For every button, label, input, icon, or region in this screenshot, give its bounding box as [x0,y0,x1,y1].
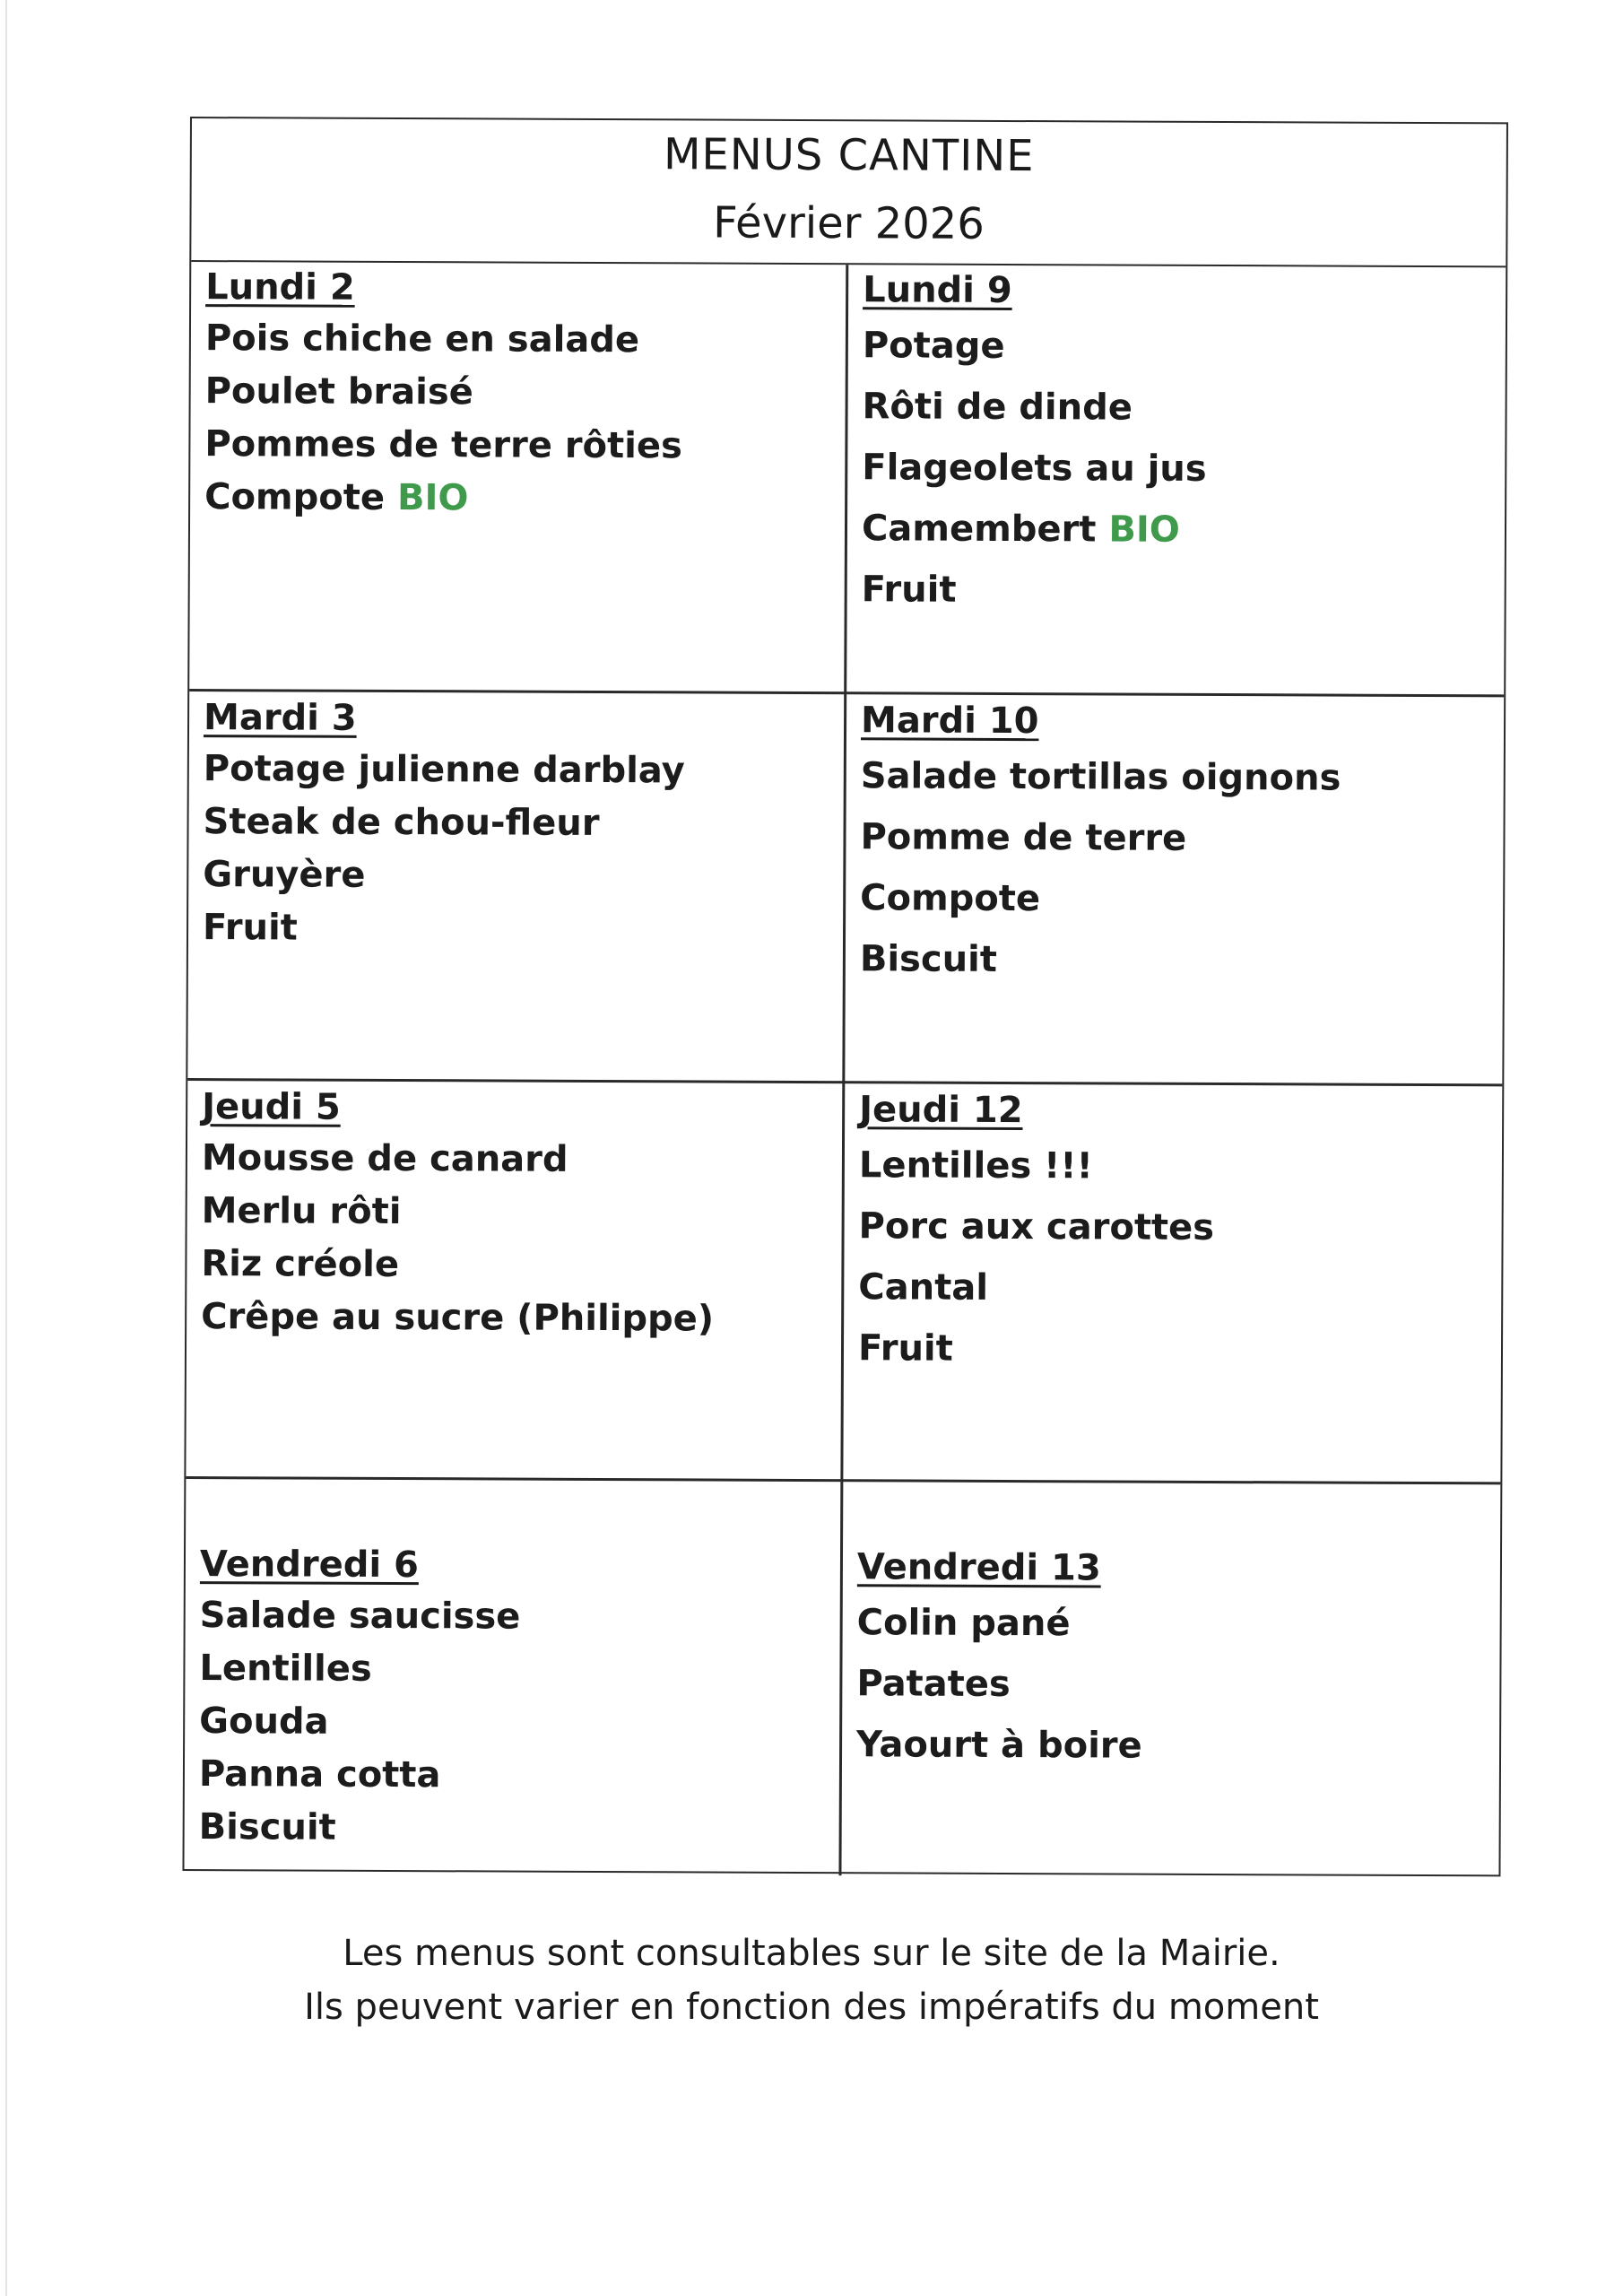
day-cell-vendredi-6 [185,1539,841,1857]
menu-item-text: Compote [204,476,386,518]
menu-list [856,1592,1495,1778]
day-cell-jeudi-12 [844,1084,1506,1381]
menu-list [858,1135,1497,1381]
day-heading: Mardi 10 [860,700,1039,743]
day-cell-jeudi-5 [187,1082,842,1346]
menu-item: Steak de chou-fleur [203,801,600,844]
menu-item: Panna cotta [198,1753,441,1796]
menu-item: Pomme de terre [860,816,1187,859]
menu-item: Merlu rôti [201,1190,402,1233]
menu-header [191,118,1506,267]
day-heading: Jeudi 5 [202,1086,341,1128]
menu-list [199,1589,831,1857]
menu-item: Poulet braisé [204,370,473,413]
menu-item: Lentilles [199,1648,372,1690]
day-heading: Mardi 3 [203,697,357,739]
menu-item: Rôti de dinde [862,386,1133,429]
menu-item: Crêpe au sucre (Philippe) [201,1296,715,1340]
menu-item: Mousse de canard [201,1137,568,1180]
menu-title: MENUS CANTINE [663,129,1035,182]
menu-list [862,315,1500,622]
menu-item: Fruit [861,569,957,611]
menu-item: Patates [856,1663,1011,1706]
day-cell-mardi-3 [188,692,844,957]
menu-item: Riz créole [201,1243,400,1286]
day-cell-lundi-2 [190,262,846,526]
menu-item: Compote [860,877,1041,920]
day-cell-vendredi-13 [842,1542,1504,1778]
menu-item [862,498,1499,561]
menu-list [860,745,1498,992]
bio-label: BIO [1108,509,1180,551]
menu-item: Potage julienne darblay [203,748,685,792]
day-heading: Vendredi 6 [199,1544,420,1587]
menu-item: Lentilles !!! [858,1144,1093,1187]
menu-item: Flageolets au jus [862,447,1207,490]
day-cell-mardi-10 [846,695,1507,992]
menu-item: Biscuit [198,1806,336,1848]
menu-item: Pommes de terre rôties [204,423,682,467]
bio-label: BIO [396,477,469,519]
day-heading: Lundi 9 [863,269,1012,312]
day-heading: Vendredi 13 [856,1546,1101,1589]
menu-item: Colin pané [856,1602,1071,1645]
menu-item: Salade saucisse [199,1595,521,1638]
menu-item: Gruyère [203,854,366,896]
menu-item: Yaourt à boire [855,1724,1142,1767]
menu-item: Porc aux carottes [858,1205,1215,1248]
menu-item: Fruit [202,907,298,949]
menu-item: Cantal [858,1266,989,1309]
menu-list [201,1132,833,1346]
day-heading: Jeudi 12 [859,1089,1023,1132]
footer-note-line-2: Ils peuvent varier en fonction des impératifs du moment [304,1987,1319,2028]
menu-item-text: Camembert [861,508,1097,551]
menu-item: Biscuit [859,938,998,980]
row-divider [186,1476,1500,1484]
menu-item: Gouda [199,1700,329,1743]
menu-month: Février 2026 [713,197,985,249]
menu-item: Pois chiche en salade [204,317,640,361]
menu-item: Potage [862,325,1005,367]
menu-item: Fruit [857,1327,953,1370]
menu-list [203,743,835,957]
menu-table [182,117,1508,1876]
menu-item: Salade tortillas oignons [860,755,1341,799]
menu-item [204,471,836,526]
day-cell-lundi-9 [847,265,1510,622]
day-heading: Lundi 2 [205,266,355,309]
footer-note-line-1: Les menus sont consultables sur le site de la Mairie. [343,1933,1280,1974]
menu-list [204,312,837,526]
